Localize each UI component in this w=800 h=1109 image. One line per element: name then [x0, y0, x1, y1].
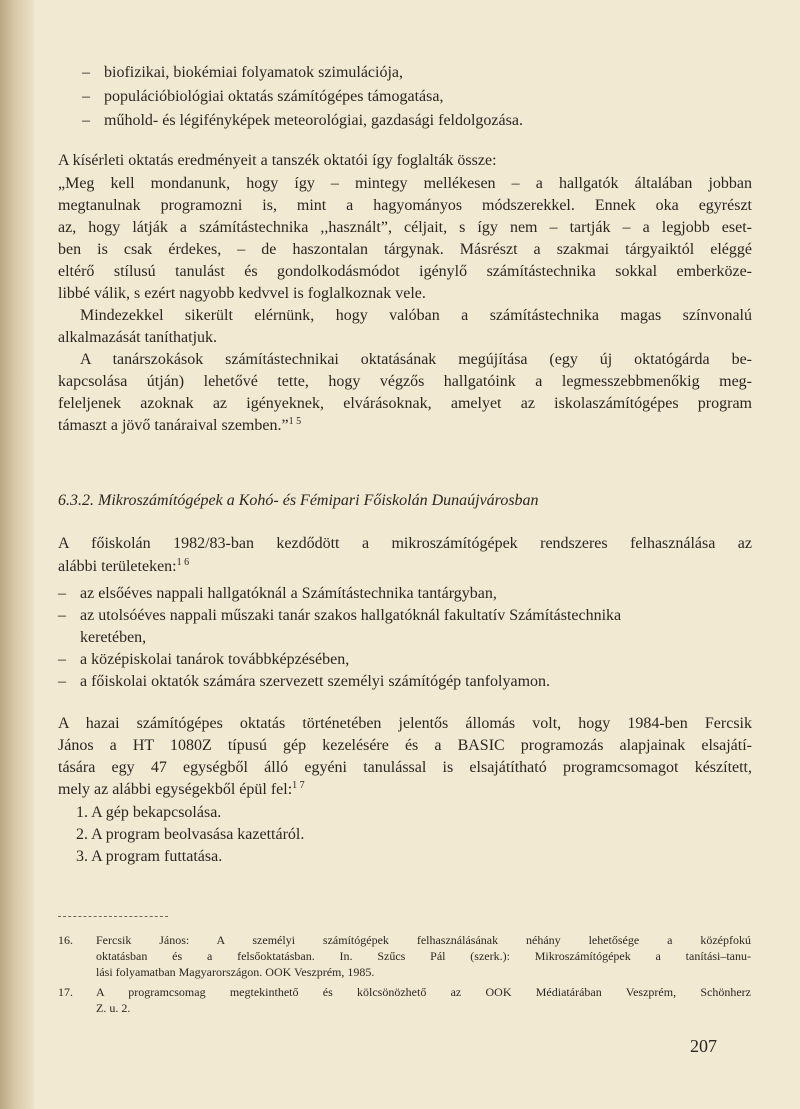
- quote-line: Mindezekkel sikerült elérnünk, hogy valóban a számítástechnika magas színvonalú: [80, 307, 752, 324]
- footnote-ref: 1 7: [292, 780, 305, 791]
- quote-line: eltérő stílusú tanulást és gondolkodásmódot igénylő számítástechnika sokkal emberköze-: [58, 263, 752, 280]
- page-number: 207: [690, 1036, 717, 1056]
- footnote-16: [0, 932, 800, 982]
- bullet-continuation: keretében,: [80, 629, 147, 646]
- paragraph-line: mely az alábbi egységekből épül fel:$^{1 7}$: [58, 780, 305, 798]
- quote-line: „Meg kell mondanunk, hogy így – mintegy mellékesen – a hallgatók általában jobban: [58, 175, 752, 192]
- quote-line: A tanárszokások számítástechnikai oktatásának megújítása (egy új oktatógárda be-: [80, 351, 752, 368]
- quote-line: libbé válik, s ezért nagyobb kedvvel is foglalkoznak vele.: [58, 285, 426, 302]
- footnote-ref: 1 6: [176, 557, 190, 568]
- numbered-item: 1. A gép bekapcsolása.: [76, 804, 222, 821]
- numbered-item: 3. A program futtatása.: [76, 848, 223, 865]
- numbered-item: 2. A program beolvasása kazettáról.: [76, 826, 305, 843]
- bullet-item: – az elsőéves nappali hallgatóknál a Számítástechnika tantárgyban,: [58, 585, 497, 602]
- paragraph-line: A hazai számítógépes oktatás történetében jelentős állomás volt, hogy 1984-ben Fercsik: [58, 715, 752, 732]
- quote-line: megtanulnak programozni is, mint a hagyományos módszerekkel. Ennek oka egyrészt: [58, 197, 752, 214]
- footnote-number: 16.: [58, 933, 73, 947]
- paragraph-line: János a HT 1080Z típusú gép kezelésére és a BASIC programozás alapjainak elsajátí-: [58, 737, 752, 754]
- bullet-item: – a középiskolai tanárok továbbképzésében,: [58, 651, 350, 668]
- bullet-item: – műhold- és légifényképek meteorológiai, gazdasági feldolgozása.: [82, 112, 523, 129]
- quote-line: támaszt a jövő tanáraival szemben.”$^{1 5}$: [58, 416, 302, 434]
- bullet-item: – az utolsóéves nappali műszaki tanár szakos hallgatóknál fakultatív Számítástechnika: [58, 607, 622, 624]
- paragraph-line: tására egy 47 egységből álló egyéni tanulással is elsajátítható programcsomagot készített,: [58, 759, 752, 776]
- section-intro-line: alábbi területeken:$^{1 6}$: [58, 557, 190, 575]
- quote-line: feleljenek azoknak az igényeknek, elvárásoknak, amelyet az iskolaszámítógépes program: [58, 395, 752, 412]
- bullet-item: – a főiskolai oktatók számára szervezett személyi számítógép tanfolyamon.: [58, 673, 551, 690]
- bullet-item: – biofizikai, biokémiai folyamatok szimulációja,: [82, 64, 404, 81]
- footnote-ref: 1 5: [288, 416, 302, 427]
- intro-paragraph: A kísérleti oktatás eredményeit a tanszék oktatói így foglalták össze:: [58, 152, 497, 169]
- footnote-17: [0, 984, 800, 1018]
- quote-line: ben is csak érdekes, – de haszontalan tárgynak. Másrészt a szakmai tárgyaiktól eléggé: [58, 241, 752, 258]
- bullet-item: – populációbiológiai oktatás számítógépes támogatása,: [82, 88, 444, 105]
- footnote-text: A programcsomag megtekinthető és kölcsönözhető az OOK Médiatárában Veszprém, Schönherz Z. u. 2.: [96, 985, 751, 1015]
- section-intro-line: A főiskolán 1982/83-ban kezdődött a mikroszámítógépek rendszeres felhasználása az: [58, 535, 752, 552]
- footnote-number: 17.: [58, 985, 73, 999]
- quote-line: kapcsolása útján) lehetővé tette, hogy végzős hallgatóink a legmesszebbmenőkig meg-: [58, 373, 752, 390]
- section-heading: 6.3.2. Mikroszámítógépek a Kohó- és Fémipari Főiskolán Dunaújvárosban: [58, 492, 539, 509]
- footnote-text: Fercsik János: A személyi számítógépek felhasználásának néhány lehetősége a középfokú oktatásban és a felsőoktatásban. In. Szűcs Pál (szerk.): Mikroszámítógépek a tanítási–tanu- lási folyamatban Magyarországon. OOK Veszprém, 1985.: [96, 933, 751, 979]
- quote-line: az, hogy látják a számítástechnika ,,használt”, céljait, s így nem – tartják – a legjobb eset-: [58, 219, 752, 236]
- footnote-separator: [58, 916, 168, 917]
- quote-line: alkalmazását taníthatjuk.: [58, 329, 218, 346]
